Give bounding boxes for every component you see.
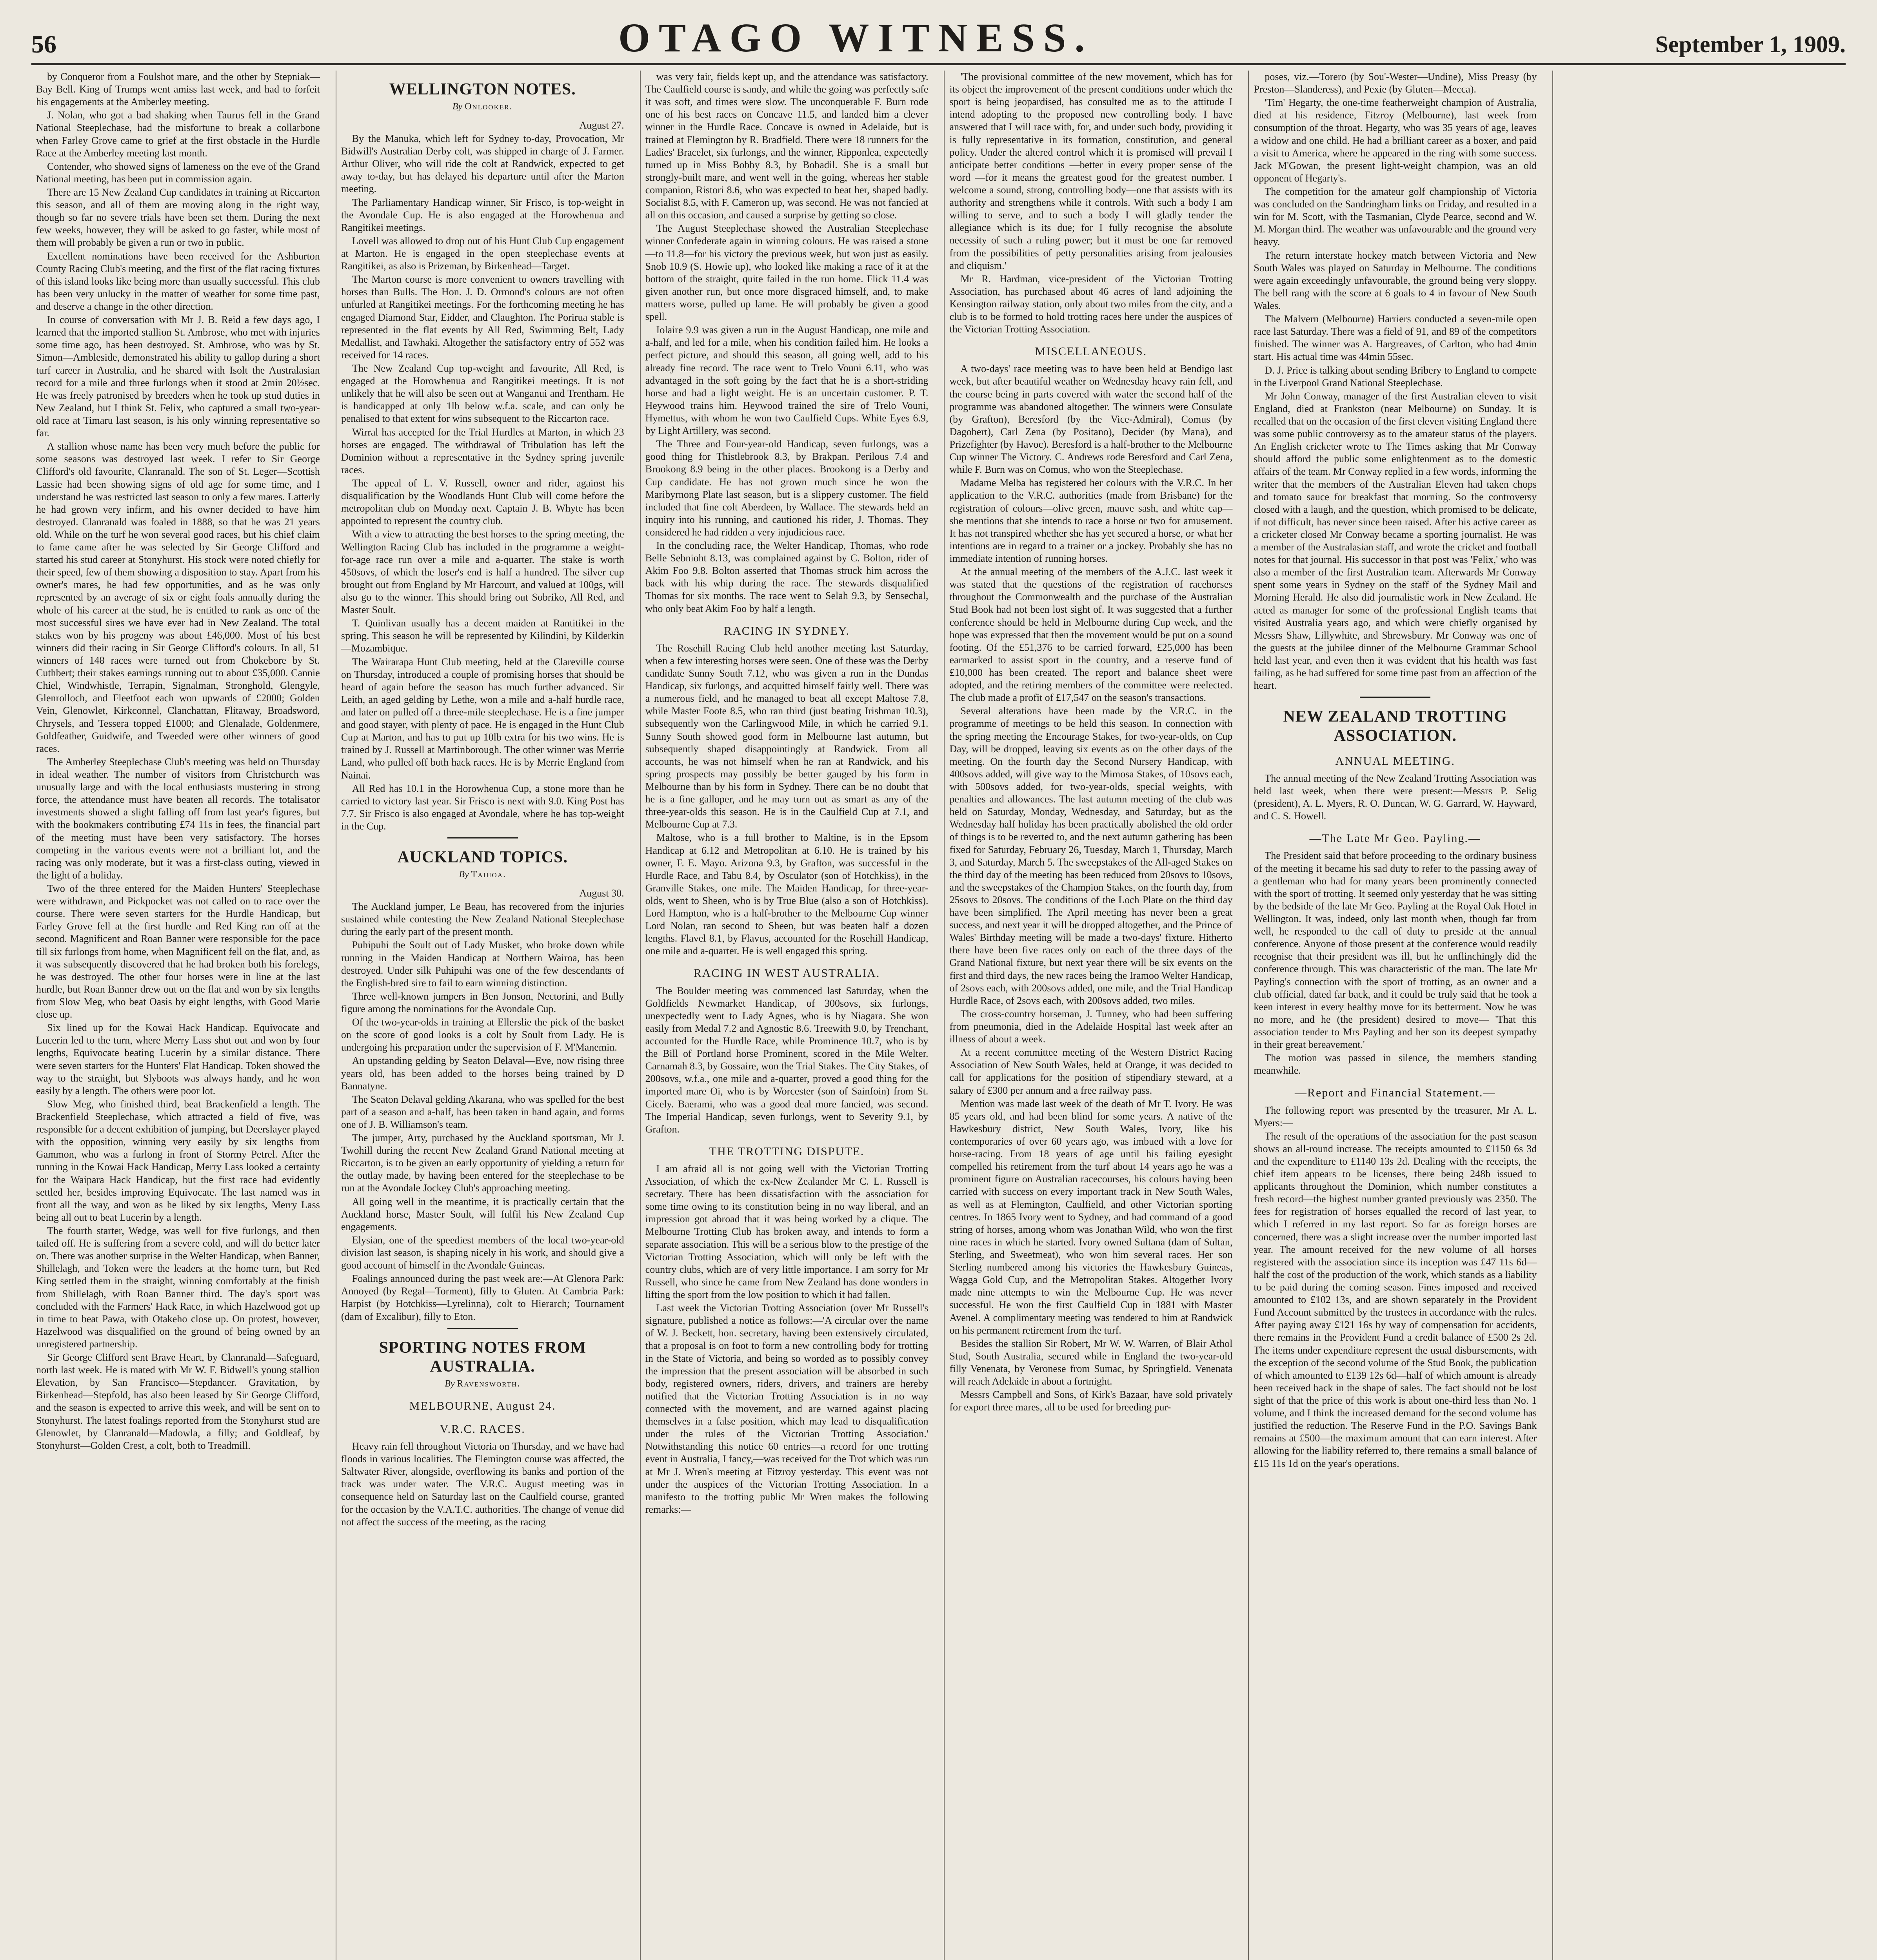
melbourne-dateline: MELBOURNE, August 24. [409,1399,556,1412]
racing-west-australia-subhead: RACING IN WEST AUSTRALIA. [693,967,880,980]
article-paragraph: Messrs Campbell and Sons, of Kirk's Bazaar, have sold privately for export three mares, all to be used for breeding pur- [949,1389,1233,1413]
article-paragraph: Excellent nominations have been received for the Ashburton County Racing Club's meeting, and the first of the flat racing fixtures of this island looks like being more than usually successful. This club has been very unlucky in the matter of weather for some time past, and deserve a change in the other direction. [36,250,320,312]
racing-sydney-body [645,642,929,958]
article-paragraph: The Seaton Delaval gelding Akarana, who was spelled for the best part of a season and a-half, has been taken in hand again, and forms one of J. B. Williamson's team. [341,1093,624,1130]
article-paragraph: T. Quinlivan usually has a decent maiden at Rantitikei in the spring. This season he will be represented by Kilindini, by Kilderkin—Mozambique. [341,617,624,654]
article-paragraph: An upstanding gelding by Seaton Delaval—Eve, now rising three years old, has been added to the horses being trained by D Bannatyne. [341,1055,624,1092]
auckland-dateline: August 30. [579,887,624,899]
article-paragraph: The competition for the amateur golf championship of Victoria was concluded on the Sandringham links on Friday, and resulted in a win for M. Scott, with the Tasmanian, Clyde Pearce, second and W. M. Morgan third. The weather was unfavourable and the ground very heavy. [1254,185,1537,248]
annual-meeting-subhead: ANNUAL MEETING. [1335,754,1455,768]
article-paragraph: The jumper, Arty, purchased by the Auckland sportsman, Mr J. Twohill during the recent New Zealand Grand National meeting at Riccarton, is to be given an early opportunity of yielding a return for the outlay made, by having been entered for the steeplechase to be run at the Avondale Jockey Club's approaching meeting. [341,1132,624,1194]
trotting-dispute-body [645,1163,929,1516]
article-paragraph: All going well in the meantime, it is practically certain that the Auckland horse, Master Soult, will fulfil his New Zealand Cup engagements. [341,1196,624,1232]
byline-name: Ravensworth. [457,1379,521,1389]
australia-notes-byline [341,1378,624,1390]
late-payling-subhead: —The Late Mr Geo. Payling.— [1309,832,1481,845]
wellington-dateline: August 27. [579,119,624,131]
article-paragraph: In course of conversation with Mr J. B. Reid a few days ago, I learned that the imported stallion St. Ambrose, who met with injuries some time ago, has been destroyed. St. Ambrose, who was by St. Simon—Ambleside, demonstrated his ability to gallop during a short turf career in Australia, and he shared with Isolt the Australasian record for a mile and three furlongs when it stood at 2min 20½sec. He was freely patronised by breeders when he took up stud duties in New Zealand, but I think St. Felix, who captured a small two-year-old race at Timaru last season, is his only winning representative so far. [36,314,320,439]
article-paragraph: Foalings announced during the past week are:—At Glenora Park: Annoyed (by Regal—Torment), filly to Gluten. At Cambria Park: Harpist (by Hotchkiss—Lyrelinna), colt to Hierarch; Tournament (dam of Excalibur), filly to Eton. [341,1273,624,1322]
article-paragraph: Maltose, who is a full brother to Maltine, is in the Epsom Handicap at 6.12 and Metropolitan at 6.10. He is trained by his owner, F. E. Mayo. Arizona 9.3, by Grafton, was successful in the Hurdle Race, and Tabu 8.4, by Osculator (son of Hotchkiss), in the Granville Stakes, one mile. The Maiden Handicap, for three-year-olds, went to Sheen, who is by True Blue (also a son of Hotchkiss). Lord Hampton, who is a half-brother to the Melbourne Cup winner Lord Nolan, ran second to Sheen, but was beaten half a dozen lengths. Flavel 8.1, by Flavus, accounted for the Rosehill Handicap, one mile and a-quarter. He is well engaged this spring. [645,832,929,957]
article-paragraph: With a view to attracting the best horses to the spring meeting, the Wellington Racing Club has included in the programme a weight-for-age race run over a mile and a-quarter. The stake is worth 450sovs, of which the loser's end is half a hundred. The silver cup brought out from England by Mr Harcourt, and valued at 100gs, will also go to the winner. This should bring out Sobriko, All Red, and Master Soult. [341,528,624,616]
byline-name: Onlooker. [465,102,513,112]
article-paragraph: The Malvern (Melbourne) Harriers conducted a seven-mile open race last Saturday. There was a field of 91, and 89 of the competitors finished. The winner was A. Hargreaves, of Carlton, who had 4min start. His actual time was 44min 55sec. [1254,313,1537,363]
article-paragraph: Wirral has accepted for the Trial Hurdles at Marton, in which 23 horses are engaged. The withdrawal of Tribulation has left the Dominion without a representative in the Sydney spring juvenile races. [341,426,624,475]
miscellaneous-continued [1254,71,1537,692]
article-paragraph: All Red has 10.1 in the Horowhenua Cup, a stone more than he carried to victory last year. Sir Frisco is next with 9.0. King Post has 7.7. Sir Frisco is also engaged at Avondale, where he has top-weight in the Cup. [341,782,624,832]
byline-prefix: By [445,1379,455,1389]
australia-notes-headline: SPORTING NOTES FROM AUSTRALIA. [379,1338,587,1376]
trotting-association-headline: NEW ZEALAND TROTTING ASSOCIATION. [1283,708,1508,745]
australia-notes-body [341,1440,624,1528]
article-paragraph: At the annual meeting of the members of the A.J.C. last week it was stated that the questions of the registration of racehorses throughout the Commonwealth and the purchase of the Australian Stud Book had not been lost sight of. It was suggested that a further conference should be held in Melbourne during Cup week, and the hope was expressed that then the movement would be put on a sound footing. Of the £51,376 to be carried forward, £25,000 has been earmarked to assist sport in the country, and a reserve fund of £10,000 has been created. The report and balance sheet were adopted, and the retiring members of the committee were reelected. The club made a profit of £17,547 on the season's transactions. [949,566,1233,704]
annual-meeting-body [1254,772,1537,822]
article-paragraph: By the Manuka, which left for Sydney to-day, Provocation, Mr Bidwill's Australian Derby colt, was shipped in charge of J. Farmer. Arthur Oliver, who will ride the colt at Randwick, expected to get away to-day, but has delayed his departure until after the Marton meeting. [341,133,624,195]
article-paragraph: A two-days' race meeting was to have been held at Bendigo last week, but after beautiful weather on Wednesday heavy rain fell, and the course being in parts covered with water the second half of the programme was abandoned altogether. The winners were Consulate (by Grafton), Beresford (by the Vice-Admiral), Comus (by Dagobert), Carl Zena (by Positano), Decider (by Mana), and Prizefighter (by Havoc). Beresford is a half-brother to the Melbourne Cup winner The Victory. C. Andrews rode Beresford and Carl Zena, while F. Burn was on Comus, who won the Steeplechase. [949,363,1233,475]
article-paragraph: In the concluding race, the Welter Handicap, Thomas, who rode Belle Sebnioht 8.13, was complained against by C. Bolton, rider of Akim Foo 9.8. Bolton asserted that Thomas struck him across the back with his whip during the race. The stewards disqualified Thomas for six months. The race went to Selah 9.3, by Sensechal, who only beat Akim Foo by half a length. [645,540,929,614]
article-paragraph: The annual meeting of the New Zealand Trotting Association was held last week, when there were present:—Messrs P. Selig (president), A. L. Myers, R. O. Duncan, W. G. Garrard, W. Hayward, and C. S. Howell. [1254,773,1537,822]
article-paragraph: The Auckland jumper, Le Beau, has recovered from the injuries sustained while contesting the New Zealand National Steeplechase during the early part of the present month. [341,901,624,938]
article-paragraph: Last week the Victorian Trotting Association (over Mr Russell's signature, published a notice as follows:—'A circular over the name of W. J. Beckett, hon. secretary, having been extensively circulated, that a proposal is on foot to form a new controlling body for trotting in the State of Victoria, and being so worded as to possibly convey the impression that the present association will be absorbed in such body, registered owners, riders, drivers, and trainers are hereby notified that the Victorian Trotting Association is in no way connected with the movement, and are warned against placing themselves in a false position, which may lead to disqualification under the rules of the Victorian Trotting Association.' Notwithstanding this notice 60 entries—a record for one trotting event in Australia, I fancy,—was received for the Trot which was run at Mr J. Wren's meeting at Fitzroy yesterday. This event was not under the auspices of the Victorian Trotting Association. In a manifesto to the trotting public Mr Wren makes the following remarks:— [645,1302,929,1515]
article-paragraph: At a recent committee meeting of the Western District Racing Association of New South Wales, held at Orange, it was decided to call for applications for the position of stipendiary steward, at a salary of £300 per annum and a free railway pass. [949,1047,1233,1096]
vrc-races-body [645,71,929,615]
article-paragraph: The following report was presented by the treasurer, Mr A. L. Myers:— [1254,1104,1537,1129]
racing-west-australia-body [645,985,929,1136]
column-3 [640,71,933,1960]
masthead [31,16,1846,65]
article-paragraph: The cross-country horseman, J. Tunney, who had been suffering from pneumonia, died in the Adelaide Hospital last week after an illness of about a week. [949,1008,1233,1045]
article-paragraph: The President said that before proceeding to the ordinary business of the meeting it became his sad duty to refer to the passing away of a gentleman who had for many years been prominently connected with the sport of trotting. It seemed only yesterday that he was sitting by the bedside of the late Mr Geo. Payling at the Royal Oak Hotel in Wellington. It was, indeed, only last month when, though far from well, he responded to the call of duty to preside at the annual conference. Anyone of those present at the conference would readily recognise that their president was ill, but he unflinchingly did the conference through. This was characteristic of the man. The late Mr Payling's connection with the sport of trotting, as an owner and a club official, dated far back, and it could be truly said that he took a keen interest in every healthy move for its betterment. Now he was no more, and he (the president) desired to move— 'That this association tender to Mrs Payling and her son its deepest sympathy in their great bereavement.' [1254,850,1537,1051]
article-paragraph: 'The provisional committee of the new movement, which has for its object the improvement of the present conditions under which the sport is being jeopardised, has consulted me as to the attitude I intend adopting to the proposed new controlling body. I have answered that I will race with, for, and under such body, providing it is fully representative in its formation, constitution, and general policy. Under the altered control which it is promised will prevail I anticipate better conditions —better in every proper sense of the word —for it means the greatest good for the greatest number. I welcome a sound, strong, controlling body—one that assists with its authority and strengthens while it controls. With such a body I am willing to serve, and to such a body I will gladly tender the allegiance which is its due; for I fully recognise the absolute necessity of such a ruling power; but it must be one far removed from the possibilities of petty personalities arising from jealousies and cliquism.' [949,71,1233,271]
article-paragraph: The August Steeplechase showed the Australian Steeplechase winner Confederate again in winning colours. He was raised a stone—to 11.8—for his victory the previous week, but won just as easily. Snob 10.9 (S. Howie up), who looked like making a race of it at the bottom of the straight, quite failed in the run home. Flick 11.4 was given another run, but once more disgraced himself, and, to make matters worse, pulled up lame. He will probably be given a good spell. [645,223,929,323]
racing-sydney-subhead: RACING IN SYDNEY. [724,624,850,637]
wellington-notes-byline [341,101,624,113]
trotting-dispute-subhead: THE TROTTING DISPUTE. [709,1145,865,1158]
issue-date: September 1, 1909. [1655,31,1846,57]
article-paragraph: I am afraid all is not going well with the Victorian Trotting Association, of which the ex-New Zealander Mr C. L. Russell is secretary. There has been dissatisfaction with the association for some time owing to its constitution being in no way liberal, and an impression got abroad that it was being worked by a clique. The Melbourne Trotting Club has broken away, and intends to form a separate association. This will be a serious blow to the prestige of the Victorian Trotting Association, which will only be left with the country clubs, which are of very little importance. I am sorry for Mr Russell, who since he came from New Zealand has done wonders in lifting the sport from the low position to which it had fallen. [645,1163,929,1300]
article-paragraph: The Wairarapa Hunt Club meeting, held at the Clareville course on Thursday, introduced a couple of promising horses that should be heard of again before the season has much further advanced. Sir Leith, an aged gelding by Lethe, won a mile and a-half hurdle race, and later on pulled off a three-mile steeplechase. He is a fine jumper and good stayer, with plenty of pace. He is engaged in the Hunt Club Cup at Marton, and has to put up 10lb extra for his two wins. He is trained by J. Russell at Martinborough. The other winner was Merrie Land, who pulled off both hack races. He is by Merrie England from Nainai. [341,656,624,781]
column-4 [944,71,1237,1960]
byline-prefix: By [459,869,469,880]
auckland-topics-headline: AUCKLAND TOPICS. [397,848,568,867]
article-paragraph: Two of the three entered for the Maiden Hunters' Steeplechase were withdrawn, and Pickpocket was not called on to race over the course. There were seven starters for the Hurdle Handicap, but Farley Grove fell at the first hurdle and Red King ran off at the second. Magnificent and Roan Banner were responsible for the pace till six furlongs from home, when Magnificent fell on the flat, and, as it was subsequently discovered that he had broken both his forelegs, he was destroyed. The other four horses were in line at the last hurdle, but Roan Banner drew out on the flat and won by six lengths from Slow Meg, who beat Oasis by eight lengths, with Good Marie close up. [36,883,320,1020]
article-paragraph: Mention was made last week of the death of Mr T. Ivory. He was 85 years old, and had been blind for some years. A native of the Hawkesbury district, New South Wales, Ivory, like his contemporaries of over 60 years ago, was imbued with a love for horse-racing. From 18 years of age until his failing eyesight compelled his retirement from the turf about 14 years ago he was a prominent figure on Australian racecourses, his colours having been carried with success on every important track in New South Wales, as well as at Flemington, Caulfield, and other Victorian sporting centres. In 1865 Ivory went to Sydney, and had command of a good string of horses, among whom was Jonathan Wild, who won the first nine races in which he started. Ivory owned Sultana (dam of Sultan, Sterling, and Sweetmeat), who won him several races. Her son Sterling numbered among his victories the Hawkesbury Guineas, Wagga Gold Cup, and the Metropolitan Stakes. Altogether Ivory made nine attempts to win the Melbourne Cup. He was never successful. He won the first Caulfield Cup in 1881 with Master Avenel. A complimentary meeting was tendered to him at Randwick on his permanent retirement from the turf. [949,1098,1233,1336]
page-number: 56 [31,30,56,58]
article-paragraph: was very fair, fields kept up, and the attendance was satisfactory. The Caulfield course is sandy, and while the going was perfectly safe it was soft, and times were slow. The unconquerable F. Burn rode one of his best races on Concave 11.5, and landed him a clever winner in the Hurdle Race. Concave is owned in Adelaide, but is trained at Flemington by R. Bradfield. There were 18 runners for the Ladies' Bracelet, six furlongs, and the winner, Ripponlea, expectedly turned up in Miss Bobby 8.3, by Bobadil. She is a small but strongly-built mare, and went well in the going, whereas her stable companion, Ristori 8.6, who was expected to beat her, shaped badly. Socialist 8.5, with F. Cameron up, was second. He was not fancied at all on this occasion, and caused a surprise by getting so close. [645,71,929,221]
section-divider [447,1328,518,1329]
column-1 [31,71,325,1960]
article-paragraph: There are 15 New Zealand Cup candidates in training at Riccarton this season, and all of them are moving along in the right way, though so far no severe trials have been set them. During the next few weeks, however, they will be asked to go faster, while most of them will probably be given a run or two in public. [36,186,320,249]
article-paragraph: The appeal of L. V. Russell, owner and rider, against his disqualification by the Woodlands Hunt Club will come before the metropolitan club on Monday next. Captain J. B. Whyte has been appointed to represent the country club. [341,477,624,527]
financial-statement-body [1254,1104,1537,1470]
article-paragraph: The result of the operations of the association for the past season shows an all-round increase. The receipts amounted to £1150 6s 3d and the expenditure to £1140 13s 2d. Dealing with the receipts, the chief item appears to be licenses, there being 248b issued to applicants throughout the Dominion, which number constitutes a fresh record—the highest number granted previously was 2350. The fees for registration of horses equalled the record of last year, to which I referred in my last report. So far as foreign horses are concerned, there was a slight increase over the number imported last year. The amount received for the new volume of all horses registered with the association since its inception was £47 11s 6d—half the cost of the production of the work, which stands as a liability to be paid during the coming season. Fines imposed and received amounted to £102 13s, and are shown separately in the Provident Fund Account submitted by the trustees in accordance with the rules. After paying away £121 16s by way of compensation for accidents, there remains in the Provident Fund a credit balance of £500 2s 2d. The items under expenditure represent the usual disbursements, with the exception of the second volume of the Stud Book, the publication of which amounted to £139 12s 6d—half of which amount is already been received back in the shape of sales. The fact should not be lost sight of that the price of this work is about one-third less than No. 1 volume, and I think the increased demand for the second volume has justified the reduction. The Reserve Fund in the P.O. Savings Bank remains at £500—the maximum amount that can earn interest. After allowing for the liability referred to, there remains a small balance of £15 11s 1d on the year's operations. [1254,1130,1537,1469]
byline-name: Taihoa. [471,869,507,880]
article-paragraph: Mr John Conway, manager of the first Australian eleven to visit England, died at Frankston (near Melbourne) on Sunday. It is recalled that on the occasion of the first eleven visiting England there was some public controversy as to the amateur status of the players. An English cricketer wrote to The Times asking that Mr Conway should afford the public some enlightenment as to the domestic affairs of the team. Mr Conway replied in a few words, informing the writer that the members of the Australian Eleven had taken chops and tomato sauce for breakfast that morning. So the controversy closed with a laugh, and the question, which promised to be delicate, if not difficult, has never since been raised. After his active career as a cricketer closed Mr Conway became a sporting journalist. He was a member of the Australasian staff, and wrote the cricket and football notes for that journal. His successor in that post was 'Felix,' who was also a member of the first Australian team. Afterwards Mr Conway spent some years in Sydney on the staff of the Sydney Mail and Morning Herald. He also did journalistic work in New Zealand. He acted as manager for some of the professional English teams that visited Australia years ago, and which were chiefly organised by Messrs Shaw, Lillywhite, and Shrewsbury. Mr Conway was one of the guests at the jubilee dinner of the Melbourne Grammar School held last year, and even then it was evident that his health was fast failing, as he had suffered for some time past from an affection of the heart. [1254,390,1537,691]
article-paragraph: Puhipuhi the Soult out of Lady Musket, who broke down while running in the Maiden Handicap at Northern Wairoa, has been destroyed. Under silk Puhipuhi was one of the few descendants of the English-bred sire to fail to earn winning distinction. [341,939,624,989]
article-paragraph: Mr R. Hardman, vice-president of the Victorian Trotting Association, has purchased about 46 acres of land adjoining the Kensington railway station, only about two miles from the city, and a club is to be formed to hold trotting races here under the auspices of the Victorian Trotting Association. [949,273,1233,335]
article-paragraph: The Marton course is more convenient to owners travelling with horses than Bulls. The Hon. J. D. Ormond's colours are not often unfurled at Rangitikei meetings. For the forthcoming meeting he has engaged Diamond Star, Eidder, and Claughton. The Porirua stable is represented in the flat events by All Red, Swimming Belt, Lady Medallist, and Tawhaki. Altogether the satisfactory entry of 552 was received for 14 races. [341,274,624,361]
late-payling-body [1254,849,1537,1077]
byline-prefix: By [452,102,463,112]
article-paragraph: Six lined up for the Kowai Hack Handicap. Equivocate and Lucerin led to the turn, where Merry Lass shot out and won by four lengths, Equivocate beating Lucerin by a similar distance. There were seven starters for the Hunters' Flat Handicap. Token showed the way to the straight, but Slyboots was always handy, and he won easily by a length. The others were poor lot. [36,1022,320,1096]
newspaper-title: OTAGO WITNESS. [618,15,1094,60]
article-paragraph: The New Zealand Cup top-weight and favourite, All Red, is engaged at the Horowhenua and Rangitikei meetings. It is not unlikely that he will also be seen out at Wanganui and Trentham. He is handicapped at only 1lb below w.f.a. scale, and can only be penalised to that extent for wins subsequent to the Riccarton race. [341,363,624,425]
article-paragraph: The fourth starter, Wedge, was well for five furlongs, and then tailed off. He is suffering from a severe cold, and will do better later on. There was another surprise in the Welter Handicap, when Banner, Shillelagh, and Token were the leaders at the home turn, but Red King settled them in the straight, winning comfortably at the finish from Shillelagh, with Roan Banner third. The day's sport was concluded with the Farmers' Hack Race, in which Hazelwood got up in time to beat Pawa, with Otakeho close up. On protest, however, Hazelwood was disqualified on the ground of being owned by an unregistered partnership. [36,1225,320,1350]
article-paragraph: Madame Melba has registered her colours with the V.R.C. In her application to the V.R.C. authorities (made from Brisbane) for the registration of colours—olive green, mauve sash, and white cap—she mentions that she intends to race a horse or two for amusement. It has not transpired whether she has yet secured a horse, or what her intentions are in regard to a trainer or a jockey. Probably she has no immediate intention of running horses. [949,477,1233,564]
section-divider [1360,697,1430,698]
article-paragraph: A stallion whose name has been very much before the public for some seasons was destroyed last week. I refer to Sir George Clifford's old favourite, Clanranald. The son of St. Leger—Scottish Lassie had been showing signs of old age for some time, and I understand he was restricted last season to only a few mares. Latterly he had grown very infirm, and his owner decided to have him destroyed. Clanranald was foaled in 1888, so that he was 21 years old. While on the turf he won several good races, but his chief claim to fame came after he was selected by Sir George Clifford and started his stud career at Stonyhurst. His stock were noted chiefly for their speed, few of them showing a disposition to stay. Apart from his owner's mares, he had few opportunities, and as he was only represented by an average of six or eight foals annually during the whole of his career at the stud, he is entitled to rank as one of the most successful sires we have ever had in New Zealand. The total stakes won by his progeny was about £46,000. Most of his best winners did their racing in Sir George Clifford's colours. In all, 51 winners of 148 races were turned out from Chokebore by St. Cuthbert; their stakes earnings running out to about £35,000. Cannie Chiel, Windwhistle, Terrapin, Signalman, Stronghold, Glengyle, Glenrolloch, and Fleetfoot each won upwards of £2000; Golden Vein, Glenowlet, Kirkconnel, Clanchattan, Flitaway, Broadsword, Chrysels, and Tessera topped £1000; and Glenalade, Goldenmere, Goldfeather, Guidwife, and Tweeded were other winners of good races. [36,441,320,754]
financial-statement-subhead: —Report and Financial Statement.— [1294,1086,1496,1100]
article-paragraph: Slow Meg, who finished third, beat Brackenfield a length. The Brackenfield Steeplechase, which attracted a field of five, was responsible for a decent exhibition of jumping, but Deerslayer played with the opposition, winning very easily by six lengths from Gammon, who was a furlong in front of Stormy Petrel. After the running in the Kowai Hack Handicap, Merry Lass looked a certainty for the Waipara Hack Handicap, but the first race had evidently settled her, besides improving Equivocate. The last named was in front all the way, and won as he liked by six lengths, Merry Lass being all out to beat Lucerin by a length. [36,1098,320,1223]
article-paragraph: Contender, who showed signs of lameness on the eve of the Grand National meeting, has been put in commission again. [36,160,320,185]
vrc-races-subhead: V.R.C. RACES. [440,1422,525,1436]
article-paragraph: The Parliamentary Handicap winner, Sir Frisco, is top-weight in the Avondale Cup. He is also engaged at the Horowhenua and Rangitikei meetings. [341,196,624,233]
article-paragraph: Of the two-year-olds in training at Ellerslie the pick of the basket on the score of good looks is a colt by Soult from Lady. He is undergoing his preparation under the supervision of F. M'Manemin. [341,1016,624,1053]
racing-notes-body [36,71,320,1452]
article-paragraph: The Amberley Steeplechase Club's meeting was held on Thursday in ideal weather. The number of visitors from Christchurch was unusually large and with the local enthusiasts mustering in strong force, the attendance must have beaten all records. The totalisator investments showed a slight falling off from last year's figures, but with the bookmakers contributing £74 11s in fees, the financial part of the meeting must have been very satisfactory. The horses competing in the various events were not a brilliant lot, and the racing was only moderate, but it was a first-class outing, viewed in the light of a holiday. [36,756,320,881]
article-paragraph: Heavy rain fell throughout Victoria on Thursday, and we have had floods in various localities. The Flemington course was affected, the Saltwater River, alongside, overflowing its banks and portion of the track was under water. The V.R.C. August meeting was in consequence held on Saturday last on the Caulfield course, granted for the occasion by the V.A.T.C. authorities. The change of venue did not affect the success of the meeting, as the racing [341,1441,624,1528]
article-paragraph: The Boulder meeting was commenced last Saturday, when the Goldfields Newmarket Handicap, of 300sovs, six furlongs, unexpectedly went to Lady Agnes, who is by Niagara. She won easily from Medal 7.2 and Agnostic 8.6. Treewith 9.0, by Trenchant, accounted for the Hurdle Race, while Prominence 10.7, who is by the Bill of Portland horse Prominent, scored in the Mile Welter. Carnamah 8.3, by Gossaire, won the Trial Stakes. The City Stakes, of 200sovs, w.f.a., one mile and a-quarter, proved a good thing for the imported mare Oi, who is by Worcester (son of Sainfoin) from St. Cicely. Baerami, who was a good deal more fancied, was second. The Imperial Handicap, seven furlongs, went to Severity 9.1, by Grafton. [645,985,929,1135]
article-paragraph: Several alterations have been made by the V.R.C. in the programme of meetings to be held this season. In connection with the spring meeting the Encourage Stakes, for two-year-olds, on Cup Day, will be dropped, leaving six events as on the other days of the meeting. On the fourth day the Second Nursery Handicap, with 400sovs added, will give way to the Mimosa Stakes, of 10sovs each, with 500sovs added, for two-year-olds, special weights, with penalties and allowances. The last autumn meeting of the club was held on Saturday, Monday, Wednesday, and Saturday, but as the Wednesday half holiday has been practically abolished the old order of things is to be reverted to, and the next autumn gathering has been fixed for Saturday, February 26, Tuesday, March 1, Thursday, March 3, and Saturday, March 5. The sweepstakes of the All-aged Stakes on the third day of the meeting has been reduced from 20sovs to 10sovs, and the sweepstakes of the Champion Stakes, on the fourth day, from 25sovs to 20sovs. The conditions of the Loch Plate on the third day have been simplified. The April meeting has never been a great success, and next year it will be dropped altogether, and the Prince of Wales' Birthday meeting will be made a two-days' fixture. Hitherto there have been five races only on each of the three days of the Grand National fixture, but next year there will be six events on the first and third days, the new races being the Iramoo Welter Handicap, of 2sovs each, with 200sovs added, one mile, and the Trial Handicap Hurdle Race, of 2sovs each, with 200sovs added, two miles. [949,705,1233,1006]
column-2 [336,71,629,1960]
article-paragraph: J. Nolan, who got a bad shaking when Taurus fell in the Grand National Steeplechase, had the misfortune to break a collarbone when Farley Grove came to grief at the first obstacle in the Hurdle Race at the Amberley meeting last month. [36,109,320,159]
article-paragraph: 'Tim' Hegarty, the one-time featherweight champion of Australia, died at his residence, Fitzroy (Melbourne), last week from consumption of the throat. Hegarty, who was 35 years of age, leaves a widow and one child. He had a brilliant career as a boxer, and paid a visit to America, where he appeared in the ring with some success. Jack M'Gowan, the present light-weight champion, was an old opponent of Hegarty's. [1254,97,1537,184]
article-paragraph: The Rosehill Racing Club held another meeting last Saturday, when a few interesting horses were seen. One of these was the Derby candidate Sunny South 7.12, who was given a run in the Dundas Handicap, six furlongs, and acquitted himself fairly well. There was a numerous field, and he managed to beat all except Maltose 7.8, while Master Foote 8.5, who ran third (just beating Irishman 10.3), subsequently won the Carlingwood Mile, in which he carried 9.1. Sunny South showed good form in Melbourne last autumn, but subsequently shaped disappointingly at Randwick. From all accounts, he was not himself when he ran at Randwick, and his spring prospects may possibly be better gauged by his form in Melbourne than by his form in Sydney. There can be no doubt that he is a fine galloper, and he may turn out as smart as any of the three-year-olds this season. He is in the Caulfield Cup at 7.1, and Melbourne Cup at 7.3. [645,642,929,830]
miscellaneous-subhead: MISCELLANEOUS. [1035,345,1147,358]
article-paragraph: The Three and Four-year-old Handicap, seven furlongs, was a good thing for Thistlebrook 8.3, by Brakpan. Perilous 7.4 and Brookong 8.9 being in the other places. Brookong is a Derby and Cup candidate. He has not grown much since he won the Maribyrnong Plate last season, but is a slippery customer. The field included that fine colt Aberdeen, by Wallace. The stewards held an inquiry into his running, and cautioned his rider, J. Thomas. They considered he had ridden a very injudicious race. [645,438,929,538]
article-paragraph: The return interstate hockey match between Victoria and New South Wales was played on Saturday in Melbourne. The conditions were again exceedingly unfavourable, the ground being very sloppy. The bell rang with the score at 6 goals to 4 in favour of New South Wales. [1254,249,1537,311]
auckland-topics-body [341,900,624,1323]
article-columns [31,71,1846,1960]
column-6 [1552,71,1846,1960]
wellington-notes-headline: WELLINGTON NOTES. [389,80,576,98]
article-paragraph: Lovell was allowed to drop out of his Hunt Club Cup engagement at Marton. He is engaged in the open steeplechase events at Rangitikei, as also is Prizeman, by Birkenhead—Target. [341,235,624,272]
article-paragraph: by Conqueror from a Foulshot mare, and the other by Stepniak—Bay Bell. King of Trumps went amiss last week, and had to forfeit his engagements at the Amberley meeting. [36,71,320,108]
article-paragraph: The motion was passed in silence, the members standing meanwhile. [1254,1052,1537,1076]
miscellaneous-body [949,363,1232,1414]
article-paragraph: Elysian, one of the speediest members of the local two-year-old division last season, is shaping nicely in his work, and should give a good account of himself in the Avondale Guineas. [341,1234,624,1271]
trotting-dispute-continued [949,71,1232,336]
wellington-notes-body [341,132,624,833]
article-paragraph: poses, viz.—Torero (by Sou'-Wester—Undine), Miss Preasy (by Preston—Slanderess), and Pexie (by Gluten—Mecca). [1254,71,1537,95]
article-paragraph: Besides the stallion Sir Robert, Mr W. W. Warren, of Blair Athol Stud, South Australia, secured while in England the two-year-old filly Venenata, by Veronese from Sumac, by Springfield. Venenata will reach Adelaide in about a fortnight. [949,1338,1233,1387]
auckland-topics-byline [341,869,624,881]
column-5 [1248,71,1541,1960]
article-paragraph: Three well-known jumpers in Ben Jonson, Nectorini, and Bully figure among the nominations for the Avondale Cup. [341,990,624,1014]
article-paragraph: Sir George Clifford sent Brave Heart, by Clanranald—Safeguard, north last week. He is mated with Mr W. F. Bidwell's young stallion Elevation, by San Francisco—Stepdancer. Gravitation, by Birkenhead—Stepfold, has also been leased by Sir George Clifford, and the season is expected to arrive this week, and will be sent on to Stonyhurst. The latest foalings reported from the Stonyhurst stud are Glenowlet, by Clanranald—Madowla, a filly; and Goldleaf, by Stonyhurst—Golden Crest, a colt, both to Treadmill. [36,1352,320,1451]
section-divider [447,837,518,838]
article-paragraph: D. J. Price is talking about sending Bribery to England to compete in the Liverpool Grand National Steeplechase. [1254,364,1537,388]
article-paragraph: Iolaire 9.9 was given a run in the August Handicap, one mile and a-half, and led for a mile, when his condition failed him. He looks a perfect picture, and should this season, all going well, add to his already fine record. The race went to Trelo Vouni 6.11, who was advantaged in the soft going by the fact that he is a short-striding horse and had a light weight. He is an uncertain customer. P. T. Heywood trains him. Heywood trained the sire of Trelo Vouni, Hymettus, with whom he won two Caulfield Cups. White Eyes 6.9, by Light Artillery, was second. [645,324,929,437]
